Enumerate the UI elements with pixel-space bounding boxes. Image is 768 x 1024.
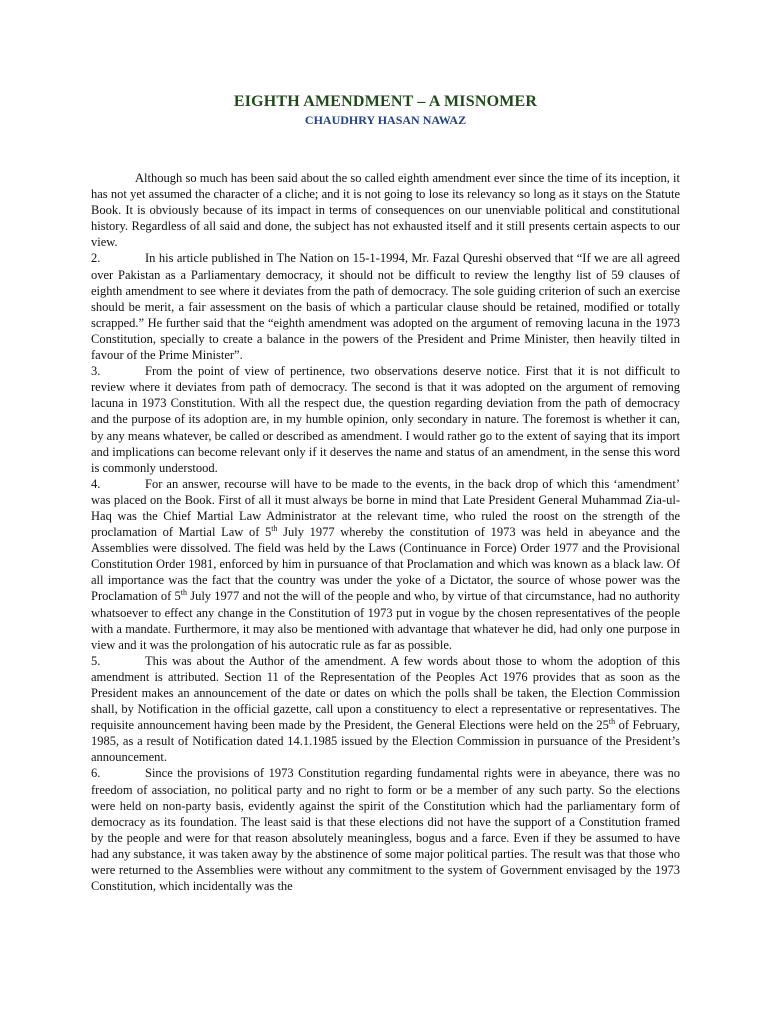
paragraph-2 xyxy=(91,250,680,363)
document-title: EIGHTH AMENDMENT – A MISNOMER xyxy=(233,93,538,110)
paragraph-5 xyxy=(91,653,680,766)
paragraph-text: For an answer, recourse will have to be made to the events, in the back drop of which this ‘amendment’ was placed on the Book. First of all it must always be borne in mind that Late President General Muhammad Zia-ul-Haq was the Chief Martial Law Administrator at the relevant time, who ruled the roost on the strength of the proclamation of Martial Law of 5 xyxy=(91,476,680,540)
document-author: CHAUDHRY HASAN NAWAZ xyxy=(304,113,467,127)
paragraph-text: July 1977 and not the will of the people and who, by virtue of that circumstance, had no authority whatsoever to effect any change in the Constitution of 1973 put in vogue by the chosen representatives of the people with a mandate. Furthermore, it may also be mentioned with advantage that whatever he did, had only one purpose in view and it was the prolongation of his autocratic rule as far as possible. xyxy=(91,589,680,652)
paragraph-text: of February, 1985, as a result of Notification dated 14.1.1985 issued by the Election Commission in pursuance of the President’s announcement. xyxy=(91,718,680,765)
paragraph-1 xyxy=(91,170,680,250)
paragraph-text: From the point of view of pertinence, two observations deserve notice. First that it is not difficult to review where it deviates from path of democracy. The second is that it was adopted on the argument of removing lacuna in 1973 Constitution. With all the respect due, the question regarding deviation from the path of democracy and the purpose of its adoption are, in my humble opinion, only secondary in nature. The foremost is whether it can, by any means whatever, be called or described as amendment. I would rather go to the extent of saying that its import and implications can become relevant only if it deserves the name and status of an amendment, in the sense this word is commonly understood. xyxy=(91,364,680,475)
ordinal-suffix: th xyxy=(180,588,187,598)
paragraph-number: 6. xyxy=(91,766,101,781)
paragraph-text: Although so much has been said about the so called eighth amendment ever since the time of its inception, it has not yet assumed the character of a cliche; and it is not going to lose its relevancy so long as it stays on the Statute Book. It is obviously because of its impact in terms of consequences on our unenviable political and constitutional history. Regardless of all said and done, the subject has not exhausted itself and it still presents certain aspects to our view. xyxy=(91,171,680,250)
paragraph-text: In his article published in The Nation on 15-1-1994, Mr. Fazal Qureshi observed that “If we are all agreed over Pakistan as a Parliamentary democracy, it should not be difficult to review the lengthy list of 59 clauses of eighth amendment to see where it deviates from the path of democracy. The sole guiding criterion of such an exercise should be merit, a fair assessment on the basis of which a particular clause should be retained, modified or totally scrapped.” He further said that the “eighth amendment was adopted on the argument of removing lacuna in the 1973 Constitution, specially to create a balance in the powers of the President and Prime Minister, then heavily tilted in favour of the Prime Minister”. xyxy=(91,251,680,363)
paragraph-number: 4. xyxy=(91,476,101,491)
paragraph-text: July 1977 whereby the constitution of 1973 was held in abeyance and the Assemblies were dissolved. The field was held by the Laws (Continuance in Force) Order 1977 and the Provisional Constitution Order 1981, enforced by him in pursuance of that Proclamation and which was known as a black law. Of all importance was the fact that the country was under the yoke of a Dictator, the source of whose power was the Proclamation of 5 xyxy=(91,525,680,604)
paragraph-4 xyxy=(91,476,680,653)
paragraph-3 xyxy=(91,363,680,476)
paragraph-number: 3. xyxy=(91,364,101,379)
ordinal-suffix: th xyxy=(271,523,278,533)
paragraph-6 xyxy=(91,765,680,894)
paragraph-text: This was about the Author of the amendment. A few words about those to whom the adoption of this amendment is attributed. Section 11 of the Representation of the Peoples Act 1976 provides that as soon as the President makes an announcement of the date or dates on which the polls shall be taken, the Election Commission shall, by Notification in the official gazette, call upon a constituency to elect a representative or representatives. The requisite announcement having been made by the President, the General Elections were held on the 25 xyxy=(91,653,680,733)
paragraph-text: Since the provisions of 1973 Constitution regarding fundamental rights were in abeyance, there was no freedom of association, no political party and no right to form or be a member of any such party. So the elections were held on non-party basis, evidently against the spirit of the Constitution which had the parliamentary form of democracy as its foundation. The least said is that these elections did not have the support of a Constitution framed by the people and were for that reason absolutely meaningless, bogus and a farce. Even if they be assumed to have had any substance, it was taken away by the abstinence of some major political parties. The result was that those who were returned to the Assemblies were without any commitment to the system of Government envisaged by the 1973 Constitution, which incidentally was the xyxy=(91,766,680,894)
paragraph-number: 5. xyxy=(91,653,101,668)
ordinal-suffix: th xyxy=(608,717,616,727)
paragraph-number: 2. xyxy=(91,251,101,266)
